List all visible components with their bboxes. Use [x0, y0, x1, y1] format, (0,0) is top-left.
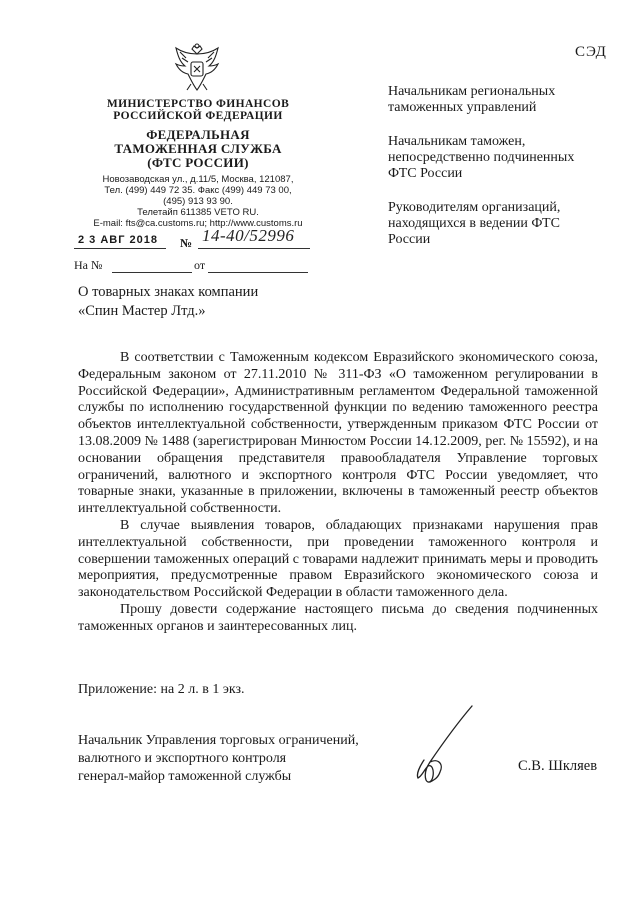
subject-line: О товарных знаках компании — [78, 284, 259, 300]
reply-from-blank — [208, 272, 308, 273]
signer-title-line: генерал-майор таможенной службы — [78, 769, 292, 784]
letter-body — [78, 350, 598, 636]
reply-to-blank — [112, 272, 192, 273]
body-paragraph: В случае выявления товаров, обладающих признаками нарушения прав интеллектуальной собственности, при проведении таможенного контроля и совершении таможенных операций с товарами надлежит принимать меры и проводить мероприятия, предусмотренные правом Евразийского экономического союза и законодательством Российской Федерации в области таможенного дела. — [78, 517, 598, 601]
address-line: (495) 913 93 90. — [163, 196, 233, 207]
ministry-line: РОССИЙСКОЙ ФЕДЕРАЦИИ — [113, 110, 283, 122]
recipients-block — [388, 84, 588, 266]
address-block — [88, 174, 308, 229]
handwritten-signature — [400, 700, 490, 790]
coat-of-arms-emblem — [172, 40, 222, 94]
registration-number-label: № — [180, 236, 193, 250]
document-mark: СЭД — [575, 44, 607, 60]
address-line: Тел. (499) 449 72 35. Факс (499) 449 73 00, — [104, 185, 292, 196]
service-name — [88, 128, 308, 170]
registration-date — [74, 234, 166, 249]
reply-from-label: от — [194, 258, 206, 272]
signer-name: С.В. Шкляев — [518, 758, 598, 774]
recipient: Начальникам региональных таможенных управлений — [388, 84, 556, 115]
registration-number: 14-40/52996 — [202, 226, 295, 245]
signer-title-line: валютного и экспортного контроля — [78, 751, 287, 766]
ministry-name — [88, 98, 308, 122]
body-paragraph: Прошу довести содержание настоящего письма до сведения подчиненных таможенных органов и заинтересованных лиц. — [78, 601, 598, 634]
letter-subject — [78, 283, 318, 321]
address-line: Телетайп 611385 VETO RU. — [137, 207, 259, 218]
service-line: ФЕДЕРАЛЬНАЯ — [146, 127, 250, 142]
service-line: (ФТС РОССИИ) — [147, 155, 249, 170]
subject-line: «Спин Мастер Лтд.» — [78, 303, 206, 319]
registration-number-underline — [198, 248, 310, 249]
attachment-note: Приложение: на 2 л. в 1 экз. — [78, 682, 245, 697]
signer-title — [78, 732, 398, 786]
address-line: Новозаводская ул., д.11/5, Москва, 121087, — [102, 174, 294, 185]
body-paragraph: В соответствии с Таможенным кодексом Евразийского экономического союза, Федеральным законом от 27.11.2010 № 311-ФЗ «О таможенном регулировании в Российской Федерации», Административным регламентом Федеральной таможенной службы по исполнению государственной функции по ведению таможенного реестра объектов интеллектуальной собственности, утвержденным приказом ФТС России от 13.08.2009 № 1488 (зарегистрирован Минюстом России 14.12.2009, рег. № 15592), и на основании обращения представителя правообладателя Управление торговых ограничений, валютного и экспортного контроля ФТС России уведомляет, что товарные знаки, указанные в приложении, включены в таможенный реестр объектов интеллектуальной собственности. — [78, 350, 598, 517]
reply-to-label: На № — [74, 258, 103, 272]
ministry-line: МИНИСТЕРСТВО ФИНАНСОВ — [106, 98, 290, 110]
recipient: Начальникам таможен, непосредственно подчиненных ФТС России — [388, 134, 575, 181]
address-line: E-mail: fts@ca.customs.ru; http://www.customs.ru — [93, 218, 303, 229]
recipient: Руководителям организаций, находящихся в ведении ФТС России — [388, 200, 561, 247]
signer-title-line: Начальник Управления торговых ограничений, — [78, 733, 359, 748]
registration-date-stamp: 2 3 АВГ 2018 — [78, 234, 158, 246]
service-line: ТАМОЖЕННАЯ СЛУЖБА — [114, 141, 282, 156]
